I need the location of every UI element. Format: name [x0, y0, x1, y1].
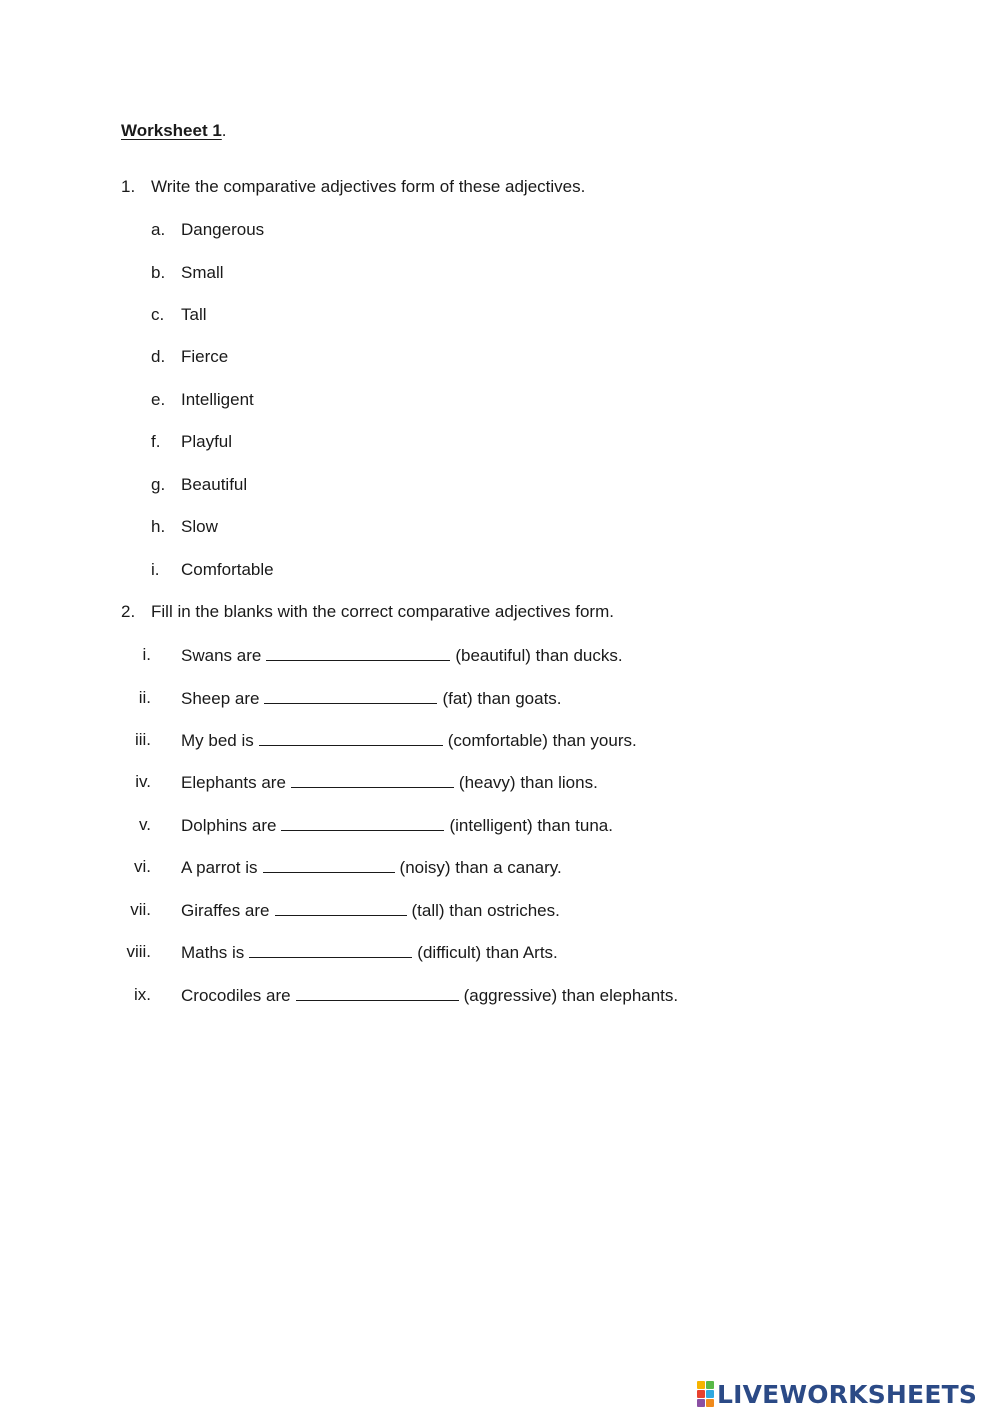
item-numeral: i. [142, 645, 151, 664]
item-word: Tall [181, 305, 207, 324]
sentence-start: Sheep are [181, 689, 260, 708]
sentence-end: (fat) than goats. [442, 689, 562, 708]
page-title [121, 120, 227, 142]
item-numeral: ii. [138, 688, 151, 707]
answer-blank[interactable] [296, 984, 459, 1001]
item-numeral: vi. [134, 857, 151, 876]
title-period: . [221, 121, 227, 140]
sentence-start: Maths is [181, 943, 245, 962]
item-numeral: v. [139, 815, 151, 834]
item-numeral: iv. [135, 772, 151, 791]
sentence-end: (beautiful) than ducks. [455, 646, 623, 665]
item-word: Small [181, 263, 224, 282]
item-numeral: ix. [134, 985, 151, 1004]
item-letter: b. [151, 263, 166, 282]
sentence-end: (difficult) than Arts. [417, 943, 558, 962]
sentence-start: Elephants are [181, 773, 286, 792]
sentence-end: (tall) than ostriches. [411, 901, 560, 920]
sentence [181, 771, 598, 794]
sentence-start: Crocodiles are [181, 986, 291, 1005]
answer-blank[interactable] [249, 941, 412, 958]
sentence-start: Giraffes are [181, 901, 270, 920]
sentence [181, 899, 560, 922]
item-letter: f. [151, 432, 161, 451]
answer-blank[interactable] [266, 644, 450, 661]
item-word: Slow [181, 517, 218, 536]
item-word: Comfortable [181, 560, 274, 579]
item-word: Intelligent [181, 390, 254, 409]
sentence [181, 814, 613, 837]
item-letter: i. [151, 560, 160, 579]
sentence [181, 856, 562, 879]
item-word: Beautiful [181, 475, 248, 494]
answer-blank[interactable] [259, 729, 443, 746]
answer-blank[interactable] [281, 814, 444, 831]
brand-name: LIVEWORKSHEETS [717, 1379, 978, 1409]
liveworksheets-logo-icon [697, 1381, 714, 1407]
sentence-end: (noisy) than a canary. [399, 858, 562, 877]
item-letter: g. [151, 475, 166, 494]
answer-blank[interactable] [291, 771, 454, 788]
question-prompt: Fill in the blanks with the correct comparative adjectives form. [151, 602, 614, 621]
question-number: 2. [121, 602, 136, 621]
worksheet-title: Worksheet 1 [121, 121, 222, 140]
item-letter: a. [151, 220, 166, 239]
answer-blank[interactable] [275, 899, 407, 916]
sentence [181, 644, 623, 667]
sentence-start: Dolphins are [181, 816, 277, 835]
sentence-end: (aggressive) than elephants. [463, 986, 679, 1005]
item-letter: c. [151, 305, 165, 324]
item-letter: h. [151, 517, 166, 536]
sentence [181, 687, 562, 710]
item-letter: d. [151, 347, 166, 366]
question-number: 1. [121, 177, 136, 196]
answer-blank[interactable] [264, 687, 437, 704]
item-numeral: viii. [126, 942, 151, 961]
answer-blank[interactable] [263, 856, 395, 873]
sentence [181, 984, 678, 1007]
item-word: Playful [181, 432, 233, 451]
sentence-end: (comfortable) than yours. [447, 731, 637, 750]
sentence-end: (intelligent) than tuna. [449, 816, 613, 835]
sentence-start: A parrot is [181, 858, 258, 877]
sentence-start: Swans are [181, 646, 262, 665]
question-prompt: Write the comparative adjectives form of these adjectives. [151, 177, 586, 196]
item-word: Fierce [181, 347, 229, 366]
sentence [181, 729, 637, 752]
item-numeral: vii. [130, 900, 151, 919]
item-word: Dangerous [181, 220, 265, 239]
sentence-end: (heavy) than lions. [458, 773, 598, 792]
item-letter: e. [151, 390, 166, 409]
sentence [181, 941, 558, 964]
item-numeral: iii. [134, 730, 151, 749]
sentence-start: My bed is [181, 731, 254, 750]
liveworksheets-logo [697, 1378, 977, 1410]
